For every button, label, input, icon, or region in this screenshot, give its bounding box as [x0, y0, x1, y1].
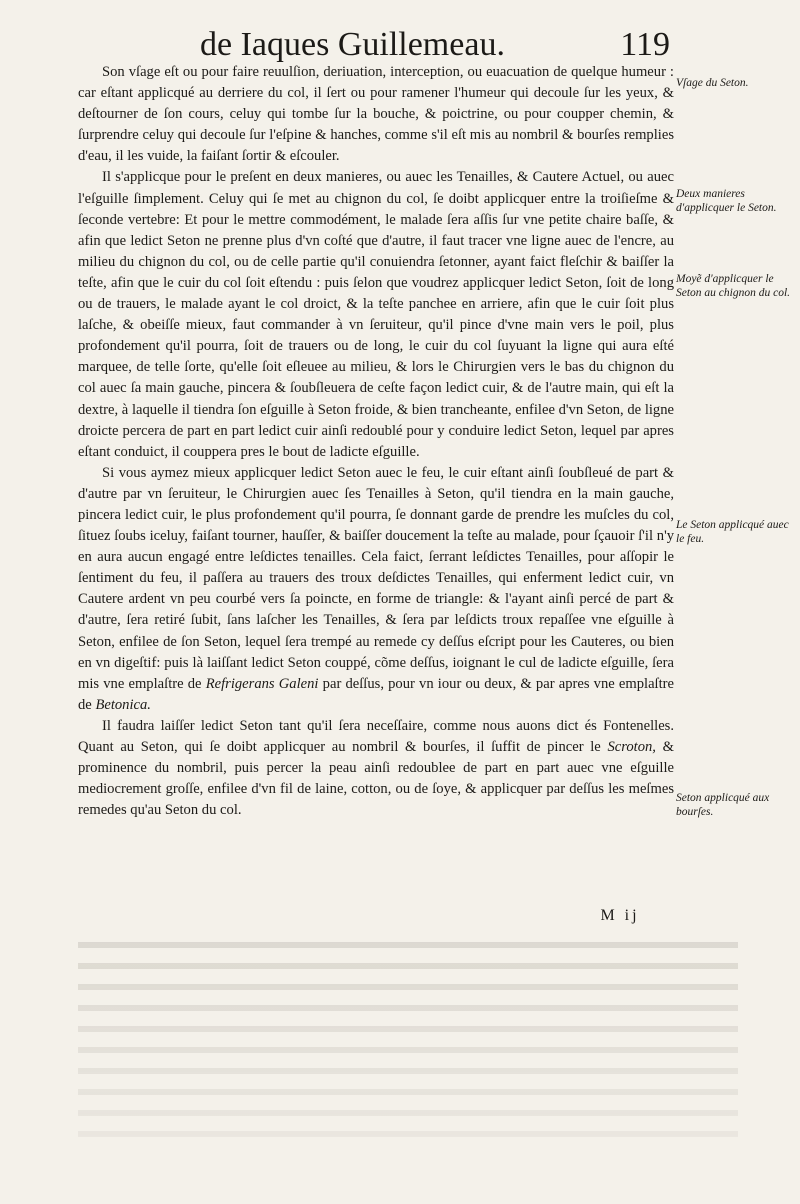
margin-note-navel-method: Seton applicqué aux bourſes.: [676, 792, 770, 818]
paragraph-3: [78, 463, 674, 716]
paragraph-3-continued: par deſſus, pour vn iour ou deux, & par apres vne emplaſtre de: [78, 675, 675, 713]
paragraph-2: Il s'applicque pour le preſent en deux manieres, ou auec les Tenailles, & Cautere Actuel, ou auec l'eſguille ſimplement. Celuy qui ſe met au chignon du col, ſe doibt applicquer entre la troiſieſme & ſeconde vertebre: Et pour le mettre commodément, le malade ſera aſſis ſur vne petite chaire baſſe, & afin que ledict Seton ne prenne plus d'vn coſté que d'autre, il faut tracer vne ligne auec de l'encre, au milieu du chignon du col, ou de celle partie qu'il conuiendra ſetonner, ayant faict fleſchir & baiſſer la teſte, afin que le cuir du col ſoit eſtendu : puis ſelon que voudrez applicquer ledict Seton, ſoit de long ou de trauers, le malade ayant le col droict, & la teſte panchee en arriere, afin que le cuir ſoit plus laſche, & obeiſſe mieux, faut commander à vn ſeruiteur, qu'il pince d'vne main vers le poil, plus profondement qu'il pourra, ſoit de trauers ou de long, le cuir du col ſuyuant la ligne qui aura eſté marquee, de telle ſorte, qu'elle ſoit eſleuee au milieu, & lors le Chirurgien vers le bas du chignon du col auec ſa main gauche, pincera & ſoubſleuera de ceſte façon ledict cuir, & de l'autre main, qui eſt la dextre, à laquelle il tiendra ſon eſguille à Seton froide, & bien trancheante, enfilee d'vn Seton, de ligne droicte percera de part en part ledict cuir ainſi redoublé pour y conduire ledict Seton, lequel par apres eſtant conduict, il couppera pres le bout de ladicte eſguille.: [78, 169, 674, 460]
term-scroton: Scroton,: [607, 739, 656, 755]
margin-note-two-methods: Deux manieres d'applicquer le Seton.: [676, 188, 777, 214]
margin-note-fire-method: Le Seton applicqué auec le feu.: [676, 519, 789, 545]
paragraph-4-text: Il faudra laiſſer ledict Seton tant qu'il ſera neceſſaire, comme nous auons dict és Fontenelles. Quant au Seton, qui ſe doibt applicquer au nombril & bourſes, il ſuffit de pincer le: [78, 717, 674, 755]
main-text: [78, 62, 674, 821]
signature-mark: M ij: [600, 907, 640, 924]
running-title: de Iaques Guillemeau.: [200, 26, 505, 63]
paragraph-3-text: Si vous aymez mieux applicquer ledict Seton auec le feu, le cuir eſtant ainſi ſoubſleué de part & d'autre par vn ſeruiteur, le Chirurgien auec ſes Tenailles à Seton, qu'il tiendra en la main gauche, pincera ledict cuir, le plus profondement qu'il pourra, ſe donnant garde de prendre les muſcles du col, ſituez ſoubs iceluy, faiſant tourner, hauſſer, & baiſſer doucement la teſte au malade, pour ſçauoir ſ'il n'y en aura aucun engagé entre leſdictes tenailles. Cela faict, ſerrant leſdictes Tenailles, pour aſſopir le ſentiment du feu, il paſſera au trauers des troux deſdictes Tenailles, qui enferment ledict cuir, vn Cautere ardent vn peu courbé vers ſa poincte, en forme de triangle: & l'ayant ainſi percé de part & d'autre, ſera retiré ſubit, ſans laſcher les Tenailles, & ſera par leſdicts troux repaſſee vne eſguille à Seton, enfilee de ſon Seton, lequel ſera trempé au remede cy deſſus eſcript pour les Cauteres, ou bien en vn digeſtif: puis là laiſſant ledict Seton couppé, cõme deſſus, ioignant le cul de ladicte eſguille, ſera mis vne emplaſtre de: [78, 464, 674, 692]
paragraph-1: Son vſage eſt ou pour faire reuulſion, deriuation, interception, ou euacuation de quelque humeur : car eſtant applicqué au derriere du col, il ſert ou pour ramener l'humeur qui decoule ſur les yeux, & deſtourner de ſon cours, celuy qui tombe ſur la bouche, & poictrine, ou pour coupper chemin, & ſurprendre celuy qui decoule ſur l'eſpine & hanches, comme s'il eſt mis au nombril & bourſes remplies d'eau, il les vuide, la faiſant ſortir & eſcouler.: [78, 64, 674, 165]
show-through-texture: [78, 935, 738, 1145]
paragraph-4-continued: & prominence du nombril, puis percer la peau ainſi redoublee de part en part auec vne eſguille mediocrement groſſe, enfilee d'vn fil de laine, cotton, ou de ſoye, & applicquer par deſſus les meſmes remedes qu'au Seton du col.: [78, 739, 674, 819]
margin-note-usage: Vſage du Seton.: [676, 77, 749, 89]
term-refrigerans-galeni: Refrigerans Galeni: [205, 675, 319, 692]
paragraph-4: [78, 716, 674, 821]
margin-note-neck-method: Moyẽ d'applicquer le Seton au chignon du col.: [676, 273, 791, 299]
page-number: 119: [620, 26, 670, 63]
term-betonica: Betonica.: [95, 696, 151, 713]
